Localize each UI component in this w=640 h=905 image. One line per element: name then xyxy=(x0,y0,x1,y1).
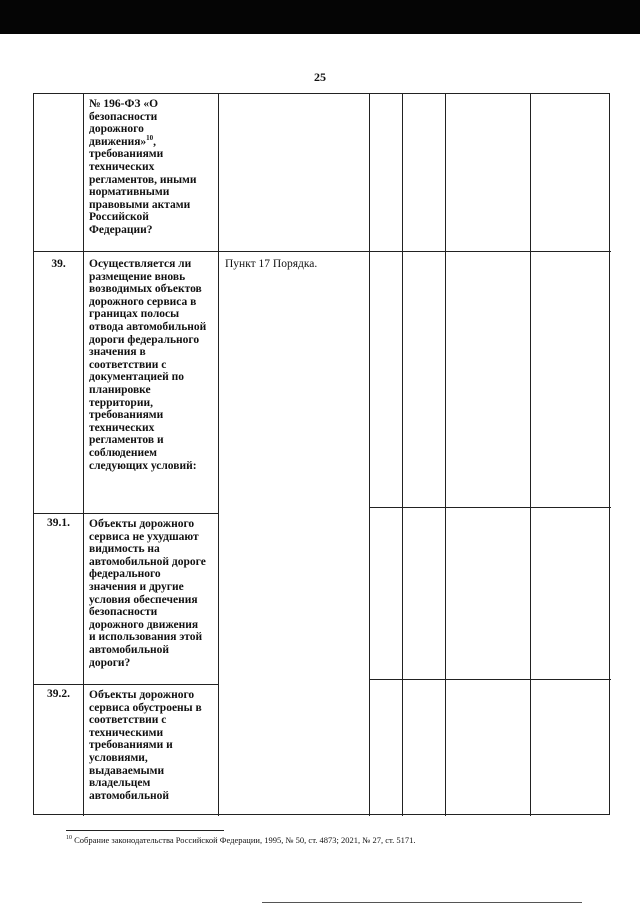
col-divider-number xyxy=(83,94,84,816)
page-number: 25 xyxy=(314,70,326,84)
col-divider-no xyxy=(445,94,446,816)
row-divider-39-2-right xyxy=(369,679,611,680)
scan-bottom-edge xyxy=(262,902,582,903)
row-divider-39-1-left xyxy=(34,513,218,514)
scan-top-border xyxy=(0,0,640,34)
basis-39: Пункт 17 Порядка. xyxy=(225,258,318,270)
col-divider-question xyxy=(218,94,219,816)
footnote: $^{10}$ Собрание законодательства Российской Федерации, 1995, № 50, ст. 4873; 2021, № 27, ст. 5171. xyxy=(66,835,416,845)
row-number-39-2: 39.2. xyxy=(47,688,70,700)
row-divider-39 xyxy=(34,251,611,252)
row-divider-39-2-left xyxy=(34,684,218,685)
checklist-table xyxy=(33,93,610,815)
row-number-39-1: 39.1. xyxy=(47,517,70,529)
col-divider-na xyxy=(530,94,531,816)
col-divider-yes xyxy=(402,94,403,816)
question-39-1: Объекты дорожного сервиса не ухудшают видимость на автомобильной дороге федерального значения и другие условия обеспечения безопасности дорожного движения и использования этой автомобильной дороги? xyxy=(89,518,206,669)
footnote-separator xyxy=(66,830,224,831)
row-number-39: 39. xyxy=(51,258,66,270)
question-39: Осуществляется ли размещение вновь возводимых объектов дорожного сервиса в границах полосы отвода автомобильной дороги федерального значения в соответствии с документацией по планировке территории, требованиями технических регламентов и соблюдением следующих условий: xyxy=(89,258,207,472)
question-continued: № 196-ФЗ «О безопасности дорожного движения»$^{10}$, требованиями технических регламентов, иными нормативными правовыми актами Российской Федерации? xyxy=(89,98,197,236)
question-39-2: Объекты дорожного сервиса обустроены в соответствии с техническими требованиями и условиями, выдаваемыми владельцем автомобильной xyxy=(89,689,202,802)
col-divider-basis xyxy=(369,94,370,816)
row-divider-39-1-right xyxy=(369,507,611,508)
